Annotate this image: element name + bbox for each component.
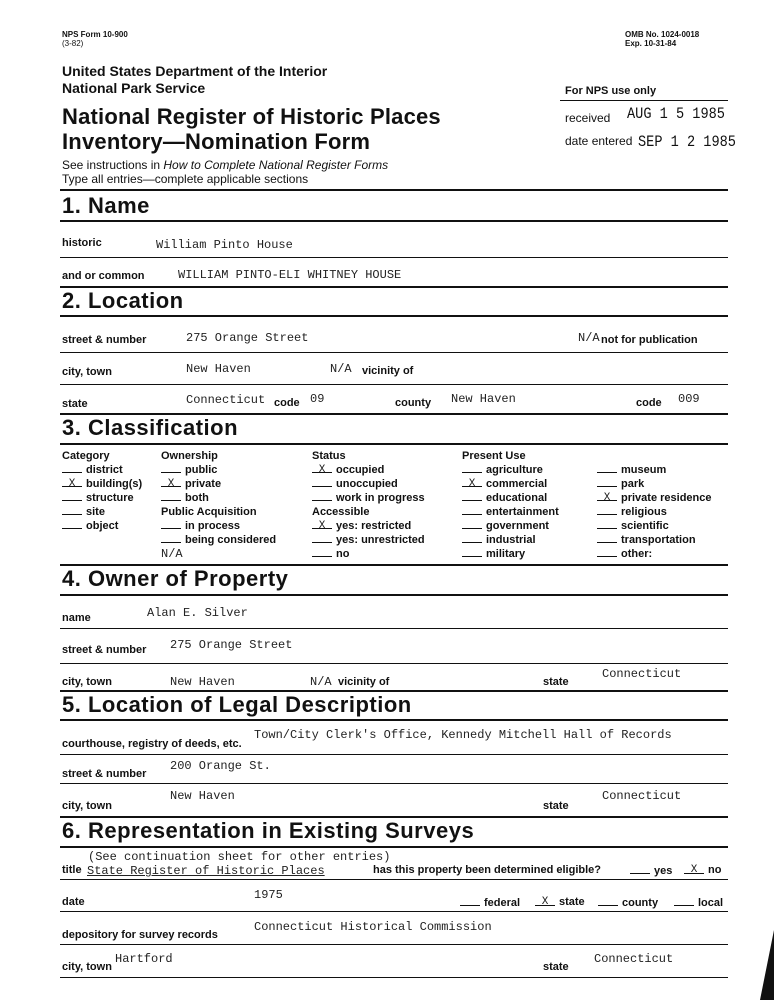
depository-value: Connecticut Historical Commission: [254, 920, 492, 934]
status-item[interactable]: work in progress: [312, 491, 425, 505]
received-label: received: [565, 111, 611, 125]
checkbox-blank[interactable]: [598, 896, 618, 906]
status-group: [312, 449, 425, 561]
accessible-item[interactable]: no: [312, 547, 425, 561]
owner-state-label: state: [543, 676, 569, 688]
present-use-title: Present Use: [462, 450, 526, 462]
state-code-label: code: [274, 397, 300, 409]
checkbox-blank[interactable]: X: [161, 477, 181, 487]
service-name: National Park Service: [62, 80, 206, 96]
survey-state-value: Connecticut: [594, 952, 674, 966]
category-item[interactable]: district: [62, 463, 142, 477]
status-item[interactable]: unoccupied: [312, 477, 425, 491]
section-2-heading: 2. Location: [62, 288, 184, 313]
checkbox-blank[interactable]: [62, 505, 82, 515]
historic-label: historic: [62, 237, 102, 249]
checkbox-blank[interactable]: [674, 896, 694, 906]
state-label: state: [62, 398, 88, 410]
omb-number: OMB No. 1024-0018: [625, 30, 700, 39]
received-stamp: AUG 1 5 1985: [627, 105, 725, 123]
checkbox-blank[interactable]: X: [312, 519, 332, 529]
checkbox-blank[interactable]: [462, 533, 482, 543]
section-5-heading: 5. Location of Legal Description: [62, 692, 412, 717]
legal-state-value: Connecticut: [602, 789, 682, 803]
checkbox-blank[interactable]: [62, 491, 82, 501]
checkbox-blank[interactable]: [312, 477, 332, 487]
county-label: county: [395, 397, 432, 409]
survey-local[interactable]: local: [674, 896, 723, 909]
legal-state-label: state: [543, 800, 569, 812]
state-code-value: 09: [310, 392, 325, 406]
present-use-item[interactable]: X commercial: [462, 477, 559, 491]
checkbox-blank[interactable]: [62, 519, 82, 529]
present-use-item[interactable]: X private residence: [597, 491, 712, 505]
county-code-label: code: [636, 397, 662, 409]
category-item[interactable]: object: [62, 519, 142, 533]
ownership-item[interactable]: both: [161, 491, 276, 505]
courthouse-label: courthouse, registry of deeds, etc.: [62, 738, 242, 750]
category-item[interactable]: structure: [62, 491, 142, 505]
present-use-group: [462, 449, 559, 561]
acquisition-item[interactable]: in process: [161, 519, 276, 533]
survey-city-value: Hartford: [115, 952, 173, 966]
ownership-title: Ownership: [161, 450, 218, 462]
survey-date-value: 1975: [254, 888, 283, 902]
scan-edge-mark: [760, 930, 774, 1000]
form-revision: (3-82): [62, 39, 84, 48]
category-title: Category: [62, 450, 110, 462]
not-for-publication-value: N/A: [578, 331, 600, 345]
section-3-heading: 3. Classification: [62, 415, 239, 440]
historic-name-value: William Pinto House: [156, 238, 293, 252]
present-use-item[interactable]: other:: [597, 547, 712, 561]
courthouse-value: Town/City Clerk's Office, Kennedy Mitchell Hall of Records: [254, 728, 672, 742]
date-entered-stamp: SEP 1 2 1985: [638, 133, 736, 151]
section-4-heading: 4. Owner of Property: [62, 566, 289, 591]
survey-federal[interactable]: federal: [460, 896, 520, 909]
checkbox-blank[interactable]: [462, 505, 482, 515]
owner-vicinity-value: N/A: [310, 675, 332, 689]
legal-street-value: 200 Orange St.: [170, 759, 271, 773]
checkbox-blank[interactable]: [597, 505, 617, 515]
owner-street-value: 275 Orange Street: [170, 638, 293, 652]
checkbox-blank[interactable]: [462, 519, 482, 529]
owner-name-value: Alan E. Silver: [147, 606, 248, 620]
instructions-line2: Type all entries—complete applicable sections: [62, 172, 309, 186]
form-number: NPS Form 10-900: [62, 30, 128, 39]
county-value: New Haven: [451, 392, 516, 406]
section-1-heading: 1. Name: [62, 193, 150, 218]
depository-label: depository for survey records: [62, 929, 218, 941]
owner-city-value: New Haven: [170, 675, 235, 689]
survey-title-value: State Register of Historic Places: [87, 864, 325, 878]
common-name-value: WILLIAM PINTO-ELI WHITNEY HOUSE: [178, 268, 402, 282]
nps-use-label: For NPS use only: [565, 85, 657, 97]
checkbox-blank[interactable]: [161, 533, 181, 543]
date-entered-label: date entered: [565, 134, 633, 148]
checkbox-blank[interactable]: [597, 463, 617, 473]
checkbox-blank[interactable]: [312, 547, 332, 557]
ownership-group: [161, 449, 276, 561]
owner-city-label: city, town: [62, 676, 112, 688]
survey-note: (See continuation sheet for other entries): [88, 850, 391, 864]
checkbox-blank[interactable]: [312, 491, 332, 501]
survey-date-label: date: [62, 896, 85, 908]
checkbox-blank[interactable]: X: [312, 463, 332, 473]
checkbox-blank[interactable]: [161, 463, 181, 473]
acquisition-title: Public Acquisition: [161, 506, 257, 518]
vicinity-value: N/A: [330, 362, 352, 376]
form-title-line2: Inventory—Nomination Form: [62, 129, 371, 154]
accessible-item[interactable]: X yes: restricted: [312, 519, 425, 533]
status-title: Status: [312, 450, 346, 462]
state-value: Connecticut: [186, 393, 266, 407]
present-use-item[interactable]: military: [462, 547, 559, 561]
department-name: United States Department of the Interior: [62, 63, 328, 79]
ownership-item[interactable]: public: [161, 463, 276, 477]
checkbox-blank[interactable]: [460, 896, 480, 906]
present-use-group-2: [597, 463, 712, 561]
checkbox-blank[interactable]: [630, 864, 650, 874]
category-item[interactable]: site: [62, 505, 142, 519]
present-use-item[interactable]: educational: [462, 491, 559, 505]
present-use-item[interactable]: museum: [597, 463, 712, 477]
checkbox-blank[interactable]: [62, 463, 82, 473]
checkbox-blank[interactable]: [597, 547, 617, 557]
expiration-date: Exp. 10-31-84: [625, 39, 677, 48]
legal-city-value: New Haven: [170, 789, 235, 803]
not-for-publication-label: not for publication: [601, 334, 698, 346]
present-use-item[interactable]: entertainment: [462, 505, 559, 519]
checkbox-blank[interactable]: [462, 463, 482, 473]
survey-title-label: title: [62, 864, 82, 876]
present-use-item[interactable]: government: [462, 519, 559, 533]
city-town-value: New Haven: [186, 362, 251, 376]
common-name-label: and or common: [62, 270, 145, 282]
present-use-item[interactable]: park: [597, 477, 712, 491]
checkbox-blank[interactable]: [312, 533, 332, 543]
legal-street-label: street & number: [62, 768, 147, 780]
present-use-item[interactable]: agriculture: [462, 463, 559, 477]
owner-name-label: name: [62, 612, 91, 624]
acquisition-item[interactable]: being considered: [161, 533, 276, 547]
street-number-value: 275 Orange Street: [186, 331, 309, 345]
checkbox-blank[interactable]: X: [597, 491, 617, 501]
checkbox-blank[interactable]: [462, 547, 482, 557]
survey-city-label: city, town: [62, 961, 112, 973]
instructions-title: How to Complete National Register Forms: [163, 158, 389, 172]
category-group: [62, 449, 142, 533]
acquisition-note: N/A: [161, 547, 183, 561]
county-code-value: 009: [678, 392, 700, 406]
section-6-heading: 6. Representation in Existing Surveys: [62, 818, 475, 843]
survey-state-label: state: [543, 961, 569, 973]
city-town-label: city, town: [62, 366, 112, 378]
survey-state[interactable]: X state: [535, 896, 585, 908]
checkbox-blank[interactable]: X: [684, 864, 704, 874]
owner-state-value: Connecticut: [602, 667, 682, 681]
checkbox-blank[interactable]: X: [62, 477, 82, 487]
vicinity-label: vicinity of: [362, 365, 414, 377]
ownership-item[interactable]: X private: [161, 477, 276, 491]
accessible-item[interactable]: yes: unrestricted: [312, 533, 425, 547]
checkbox-blank[interactable]: X: [535, 896, 555, 906]
status-item[interactable]: X occupied: [312, 463, 425, 477]
checkbox-blank[interactable]: [462, 491, 482, 501]
checkbox-blank[interactable]: [597, 533, 617, 543]
checkbox-blank[interactable]: [597, 519, 617, 529]
present-use-item[interactable]: religious: [597, 505, 712, 519]
checkbox-blank[interactable]: [161, 491, 181, 501]
present-use-item[interactable]: scientific: [597, 519, 712, 533]
present-use-item[interactable]: transportation: [597, 533, 712, 547]
form-title-line1: National Register of Historic Places: [62, 104, 441, 129]
street-number-label: street & number: [62, 334, 147, 346]
present-use-item[interactable]: industrial: [462, 533, 559, 547]
accessible-title: Accessible: [312, 506, 370, 518]
legal-city-label: city, town: [62, 800, 112, 812]
checkbox-blank[interactable]: [597, 477, 617, 487]
owner-vicinity-label: vicinity of: [338, 676, 390, 688]
eligible-question: has this property been determined eligible?: [373, 864, 601, 876]
owner-street-label: street & number: [62, 644, 147, 656]
checkbox-blank[interactable]: [161, 519, 181, 529]
eligible-no[interactable]: X no: [684, 864, 721, 876]
eligible-yes[interactable]: yes: [630, 864, 672, 877]
checkbox-blank[interactable]: X: [462, 477, 482, 487]
instructions-line1: See instructions in How to Complete National Register Forms: [62, 158, 389, 172]
survey-county[interactable]: county: [598, 896, 658, 909]
category-item[interactable]: X building(s): [62, 477, 142, 491]
